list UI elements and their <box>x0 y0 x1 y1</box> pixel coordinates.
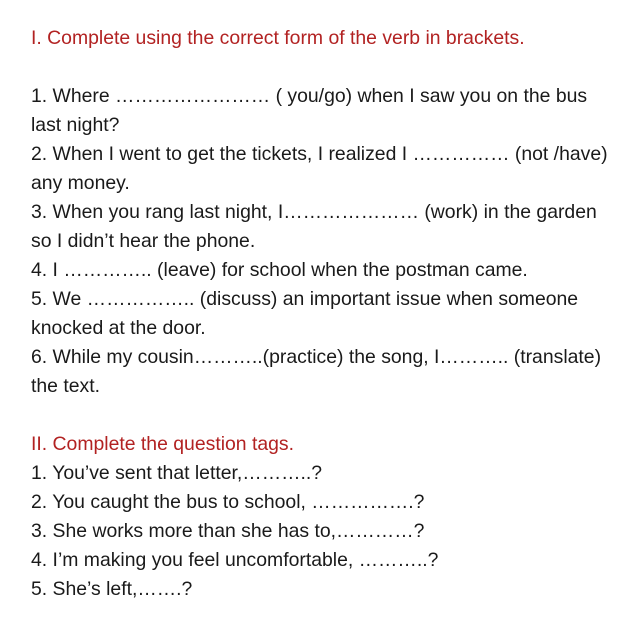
question-tag-item: 5. She’s left,…….? <box>31 578 193 600</box>
worksheet <box>31 24 611 604</box>
exercise-item: 3. When you rang last night, I………………… (work) in the garden so I didn’t hear the phone. <box>31 201 597 252</box>
section-2-heading: II. Complete the question tags. <box>31 433 295 455</box>
question-tag-item: 3. She works more than she has to,…………? <box>31 520 425 542</box>
question-tag-item: 1. You’ve sent that letter,………..? <box>31 462 323 484</box>
exercise-item: 1. Where …………………… ( you/go) when I saw you on the bus last night? <box>31 85 588 136</box>
exercise-item: 4. I ………….. (leave) for school when the postman came. <box>31 259 528 281</box>
section-question-tags <box>31 430 611 604</box>
exercise-item: 5. We …………….. (discuss) an important issue when someone knocked at the door. <box>31 288 579 339</box>
section-1-heading: I. Complete using the correct form of the verb in brackets. <box>31 27 525 49</box>
question-tag-item: 4. I’m making you feel uncomfortable, ………..? <box>31 549 439 571</box>
question-tag-item: 2. You caught the bus to school, …………….? <box>31 491 425 513</box>
exercise-item: 6. While my cousin………..(practice) the song, I……….. (translate) the text. <box>31 346 602 397</box>
exercise-item: 2. When I went to get the tickets, I realized I …………… (not /have) any money. <box>31 143 608 194</box>
section-verb-forms <box>31 24 611 401</box>
